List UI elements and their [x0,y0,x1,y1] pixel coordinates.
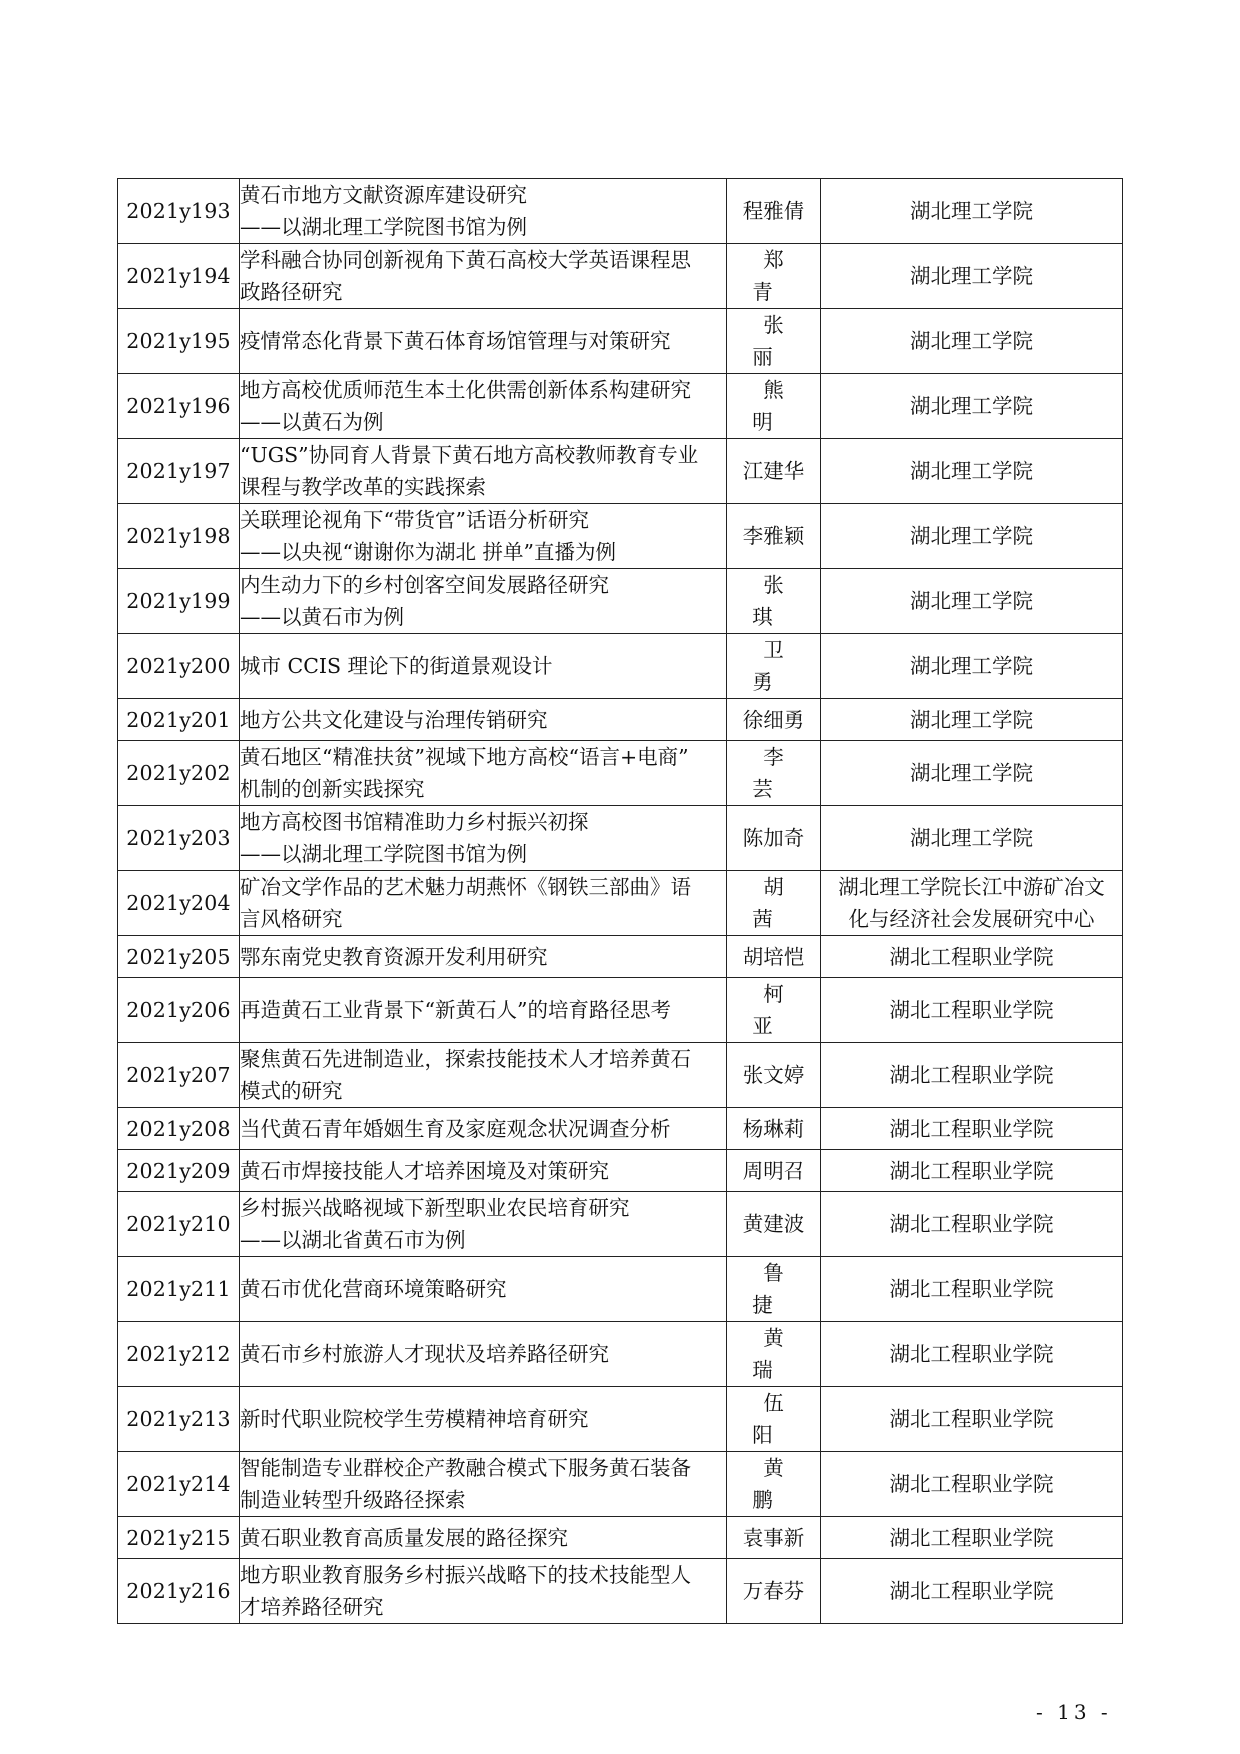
project-title [240,569,727,634]
project-organization-line: 湖北工程职业学院 [889,1212,1054,1236]
project-organization-line: 湖北工程职业学院 [889,1407,1054,1431]
project-title-line: 智能制造专业群校企产教融合模式下服务黄石装备 [240,1456,691,1480]
project-leader-name: 袁事新 [742,1525,805,1550]
project-title-line: 课程与教学改革的实践探索 [240,475,486,499]
project-title-line: 鄂东南党史教育资源开发利用研究 [240,944,548,969]
project-leader-name: 程雅倩 [742,199,805,223]
project-organization [821,1257,1123,1322]
project-leader-name: 陈加奇 [742,826,805,850]
project-organization-line: 湖北工程职业学院 [889,1342,1054,1366]
project-organization-line: 湖北工程职业学院 [889,1525,1054,1550]
project-organization [821,634,1123,699]
project-id: 2021y215 [118,1517,240,1559]
project-leader [727,1043,821,1108]
project-id: 2021y204 [118,871,240,936]
project-title [240,374,727,439]
project-leader-name: 胡培恺 [742,944,805,969]
project-title [240,309,727,374]
project-title-line: 黄石市乡村旅游人才现状及培养路径研究 [240,1342,609,1366]
table-row [118,1150,1123,1192]
project-title [240,699,727,741]
project-id: 2021y206 [118,978,240,1043]
table-row [118,1387,1123,1452]
project-leader [727,179,821,244]
project-organization [821,1452,1123,1517]
project-leader-name: 张文婷 [742,1063,805,1087]
project-leader [727,1108,821,1150]
project-leader [727,806,821,871]
project-leader [727,699,821,741]
project-organization-line: 湖北工程职业学院 [889,1472,1054,1496]
project-id: 2021y210 [118,1192,240,1257]
project-leader-name: 江建华 [742,459,805,483]
project-title [240,1257,727,1322]
project-title-line: 城市 CCIS 理论下的街道景观设计 [240,654,553,678]
project-leader-name: 胡茜 [752,875,806,931]
table-row [118,936,1123,978]
project-title [240,634,727,699]
project-id: 2021y200 [118,634,240,699]
project-leader [727,1517,821,1559]
project-leader [727,1150,821,1192]
project-title-line: ——以央视“谢谢你为湖北 拼单”直播为例 [240,540,616,564]
project-leader-name: 黄鹏 [752,1456,806,1512]
table-row [118,699,1123,741]
project-organization-line: 湖北理工学院 [910,264,1033,288]
project-leader-name: 卫勇 [752,638,806,694]
project-title-line: 才培养路径研究 [240,1595,384,1619]
project-title [240,504,727,569]
project-organization-line: 湖北理工学院 [910,199,1033,223]
table-row [118,309,1123,374]
project-title-line: ——以黄石为例 [240,410,384,434]
project-organization [821,978,1123,1043]
project-title [240,806,727,871]
project-title [240,1150,727,1192]
project-organization [821,1517,1123,1559]
project-title-line: 地方高校图书馆精准助力乡村振兴初探 [240,810,589,834]
project-organization [821,741,1123,806]
project-organization-line: 湖北工程职业学院 [889,1063,1054,1087]
project-organization-line: 湖北理工学院 [910,589,1033,613]
project-leader-name: 李芸 [752,745,806,801]
project-title-line: 政路径研究 [240,280,343,304]
project-leader [727,504,821,569]
table-row [118,1257,1123,1322]
project-leader-name: 张丽 [752,313,806,369]
project-id: 2021y207 [118,1043,240,1108]
project-table-body [118,179,1123,1624]
project-id: 2021y199 [118,569,240,634]
project-organization [821,936,1123,978]
project-leader-name: 伍阳 [752,1391,806,1447]
project-organization-line: 湖北工程职业学院 [889,1277,1054,1301]
project-leader [727,1257,821,1322]
project-id: 2021y208 [118,1108,240,1150]
table-row [118,1517,1123,1559]
project-leader [727,634,821,699]
project-title-line: 黄石市地方文献资源库建设研究 [240,183,527,207]
project-title [240,978,727,1043]
project-table [117,178,1123,1624]
project-id: 2021y205 [118,936,240,978]
project-organization-line: 湖北理工学院 [910,459,1033,483]
project-title [240,1387,727,1452]
project-leader [727,871,821,936]
table-row [118,439,1123,504]
project-title-line: 黄石市优化营商环境策略研究 [240,1277,507,1301]
project-title [240,1559,727,1624]
project-title-line: 黄石市焊接技能人才培养困境及对策研究 [240,1158,609,1183]
table-row [118,244,1123,309]
project-id: 2021y209 [118,1150,240,1192]
project-organization-line: 湖北理工学院 [910,826,1033,850]
project-organization-line: 湖北理工学院 [910,761,1033,785]
project-title-line: 地方高校优质师范生本土化供需创新体系构建研究 [240,378,691,402]
project-title-line: 黄石职业教育高质量发展的路径探究 [240,1525,568,1550]
table-row [118,871,1123,936]
project-organization-line: 湖北理工学院 [910,654,1033,678]
project-organization [821,1108,1123,1150]
project-leader [727,1452,821,1517]
project-title [240,1192,727,1257]
project-title-line: 新时代职业院校学生劳模精神培育研究 [240,1407,589,1431]
table-row [118,1322,1123,1387]
project-leader [727,978,821,1043]
project-title [240,1108,727,1150]
project-leader-name: 周明召 [742,1158,805,1183]
project-leader [727,1322,821,1387]
project-id: 2021y216 [118,1559,240,1624]
project-title-line: 地方公共文化建设与治理传销研究 [240,707,548,732]
project-id: 2021y198 [118,504,240,569]
project-title-line: 黄石地区“精准扶贫”视域下地方高校“语言+电商” [240,745,689,769]
project-leader [727,1387,821,1452]
table-row [118,634,1123,699]
project-title-line: 矿冶文学作品的艺术魅力胡燕怀《钢铁三部曲》语 [240,875,691,899]
project-organization [821,374,1123,439]
table-row [118,806,1123,871]
project-leader-name: 杨琳莉 [742,1116,805,1141]
project-leader [727,309,821,374]
project-leader [727,1559,821,1624]
project-organization [821,1192,1123,1257]
table-row [118,179,1123,244]
project-leader-name: 柯亚 [752,982,806,1038]
project-organization-line: 湖北理工学院长江中游矿冶文 [838,875,1105,899]
project-organization [821,309,1123,374]
project-id: 2021y214 [118,1452,240,1517]
project-organization [821,1043,1123,1108]
table-row [118,978,1123,1043]
project-title-line: “UGS”协同育人背景下黄石地方高校教师教育专业 [240,443,699,467]
project-title-line: ——以黄石市为例 [240,605,404,629]
project-title-line: ——以湖北理工学院图书馆为例 [240,215,527,239]
project-leader-name: 熊明 [752,378,806,434]
project-organization [821,699,1123,741]
project-title-line: 内生动力下的乡村创客空间发展路径研究 [240,573,609,597]
project-title [240,1452,727,1517]
project-leader [727,741,821,806]
table-row [118,741,1123,806]
table-row [118,1192,1123,1257]
project-organization-line: 湖北工程职业学院 [889,944,1054,969]
project-organization [821,179,1123,244]
table-row [118,374,1123,439]
project-leader [727,439,821,504]
project-id: 2021y194 [118,244,240,309]
project-organization [821,244,1123,309]
project-id: 2021y201 [118,699,240,741]
project-title-line: 当代黄石青年婚姻生育及家庭观念状况调查分析 [240,1116,671,1141]
project-title [240,1043,727,1108]
project-id: 2021y193 [118,179,240,244]
project-leader [727,244,821,309]
project-organization [821,806,1123,871]
project-id: 2021y197 [118,439,240,504]
project-organization-line: 湖北工程职业学院 [889,1579,1054,1603]
project-organization [821,569,1123,634]
project-organization [821,1559,1123,1624]
project-title-line: ——以湖北理工学院图书馆为例 [240,842,527,866]
project-id: 2021y196 [118,374,240,439]
project-title [240,871,727,936]
project-organization [821,1150,1123,1192]
project-id: 2021y212 [118,1322,240,1387]
project-title-line: 模式的研究 [240,1079,343,1103]
page-number: - 13 - [1036,1700,1112,1724]
project-title-line: 言风格研究 [240,907,343,931]
project-leader [727,374,821,439]
project-leader-name: 郑青 [752,248,806,304]
project-leader-name: 徐细勇 [742,707,805,732]
project-organization-line: 湖北理工学院 [910,524,1033,548]
table-row [118,569,1123,634]
project-title [240,741,727,806]
project-organization [821,439,1123,504]
table-row [118,504,1123,569]
project-leader-name: 黄建波 [742,1212,805,1236]
project-organization-line: 湖北工程职业学院 [889,998,1054,1022]
project-organization-line: 湖北理工学院 [910,394,1033,418]
project-leader [727,569,821,634]
project-title [240,1517,727,1559]
table-row [118,1452,1123,1517]
project-title [240,244,727,309]
project-organization [821,871,1123,936]
project-organization-line: 湖北工程职业学院 [889,1158,1054,1183]
project-title-line: 学科融合协同创新视角下黄石高校大学英语课程思 [240,248,691,272]
project-title-line: 疫情常态化背景下黄石体育场馆管理与对策研究 [240,329,671,353]
project-organization-line: 湖北理工学院 [910,707,1033,732]
project-title [240,179,727,244]
project-leader [727,936,821,978]
project-organization-line: 湖北理工学院 [910,329,1033,353]
table-row [118,1043,1123,1108]
project-title-line: 乡村振兴战略视域下新型职业农民培育研究 [240,1196,630,1220]
project-leader [727,1192,821,1257]
table-row [118,1559,1123,1624]
project-title-line: 聚焦黄石先进制造业，探索技能技术人才培养黄石 [240,1047,691,1071]
project-title-line: 再造黄石工业背景下“新黄石人”的培育路径思考 [240,998,671,1022]
project-title [240,1322,727,1387]
project-leader-name: 张琪 [752,573,806,629]
project-leader-name: 鲁捷 [752,1261,806,1317]
project-leader-name: 李雅颖 [742,524,805,548]
project-id: 2021y195 [118,309,240,374]
project-title-line: 关联理论视角下“带货官”话语分析研究 [240,508,589,532]
project-id: 2021y203 [118,806,240,871]
project-title-line: 机制的创新实践探究 [240,777,425,801]
project-organization-line: 化与经济社会发展研究中心 [848,907,1095,931]
project-leader-name: 万春芬 [742,1579,805,1603]
project-id: 2021y202 [118,741,240,806]
project-title [240,936,727,978]
project-id: 2021y211 [118,1257,240,1322]
project-title-line: 地方职业教育服务乡村振兴战略下的技术技能型人 [240,1563,691,1587]
project-organization-line: 湖北工程职业学院 [889,1116,1054,1141]
project-id: 2021y213 [118,1387,240,1452]
project-organization [821,1322,1123,1387]
project-organization [821,504,1123,569]
table-row [118,1108,1123,1150]
project-leader-name: 黄瑞 [752,1326,806,1382]
project-title [240,439,727,504]
project-title-line: 制造业转型升级路径探索 [240,1488,466,1512]
project-organization [821,1387,1123,1452]
project-title-line: ——以湖北省黄石市为例 [240,1228,466,1252]
